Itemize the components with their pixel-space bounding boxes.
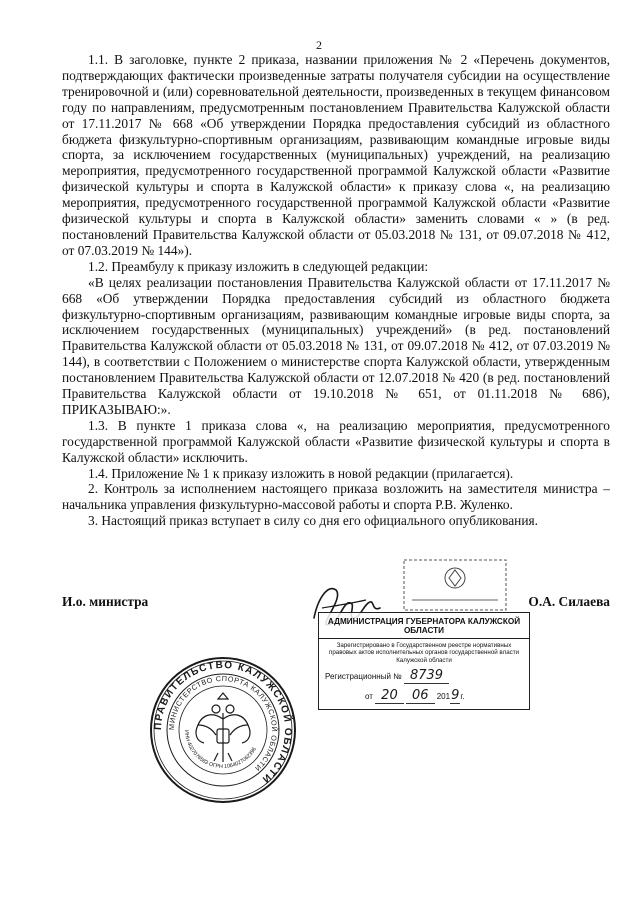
eagle-emblem-icon — [196, 693, 250, 762]
registry-number-label: Регистрационный № — [325, 672, 402, 682]
paragraph-2: 2. Контроль за исполнением настоящего приказа возложить на заместителя министра – начальника управления физкультурно-массовой работы и спорта Р.В. Жуленко. — [62, 481, 610, 513]
registry-date-month: 06 — [406, 688, 435, 704]
registry-date-line — [319, 686, 529, 706]
paragraph-1-2: 1.2. Преамбулу к приказу изложить в следующей редакции: — [88, 258, 429, 274]
paragraph-1-4: 1.4. Приложение № 1 к приказу изложить в новой редакции (прилагается). — [88, 465, 514, 481]
registry-heading: АДМИНИСТРАЦИЯ ГУБЕРНАТОРА КАЛУЖСКОЙ ОБЛАСТИ — [319, 613, 529, 639]
official-round-seal — [148, 655, 298, 805]
registry-date-day: 20 — [375, 688, 404, 704]
svg-text:ИНН 4027076583 ОГРН 1064027062 — [183, 730, 258, 770]
document-body — [62, 52, 610, 529]
seal-inner-text: МИНИСТЕРСТВО СПОРТА КАЛУЖСКОЙ ОБЛАСТИ — [166, 673, 280, 774]
registry-note: Зарегистрировано в Государственном реестре нормативных правовых актов исполнительных органов государственной власти Калужской области — [328, 642, 520, 664]
registry-stamp — [318, 612, 530, 710]
registry-year-suffix: 9 — [451, 688, 460, 704]
registry-number-line — [319, 666, 529, 686]
seal-codes: ИНН 4027076583 ОГРН 1064027062396 — [182, 729, 258, 771]
paragraph-3: 3. Настоящий приказ вступает в силу со дня его официального опубликования. — [88, 513, 538, 529]
paragraph-preamble: «В целях реализации постановления Правительства Калужской области от 17.11.2017 № 668 «Об утверждении Порядка предоставления субсидий из областного бюджета физкультурно-спортивным организациям, развивающим командные игровые виды спорта, за исключением государственных (муниципальных) учреждений» (в ред. постановлений Правительства Калужской области от 05.03.2018 № 131, от 09.07.2018 № 412, от 07.03.2019 № 144), в соответствии с Положением о министерстве спорта Калужской области, утвержденным постановлением Правительства Калужской области от 12.07.2018 № 420 (в ред. постановлений Правительства Калужской области от 19.10.2018 № 651, от 01.11.2018 № 686), ПРИКАЗЫВАЮ:». — [62, 274, 610, 417]
registry-year-prefix: 201 — [436, 692, 451, 702]
paragraph-1-3: 1.3. В пункте 1 приказа слова «, на реализацию мероприятия, предусмотренного государственной программой Калужской области «Развитие физической культуры и спорта в Калужской области» исключить. — [62, 417, 610, 465]
paragraph-1-1: 1.1. В заголовке, пункте 2 приказа, названии приложения № 2 «Перечень документов, подтверждающих фактически произведенные затраты получателя субсидии на осуществление тренировочной и (или) соревновательной деятельности, произведенных в текущем финансовом году по направлениям, предусмотренным постановлением Правительства Калужской области от 17.11.2017 № 668 «Об утверждении Порядка предоставления субсидий из областного бюджета физкультурно-спортивным организациям, развивающим командные игровые виды спорта, за исключением государственных (муниципальных) учреждений, на реализацию мероприятия, предусмотренного государственной программой Калужской области «Развитие физической культуры и спорта в Калужской области» к приказу слова «, на реализацию мероприятия, предусмотренного государственной программой Калужской области «Развитие физической культуры и спорта в Калужской области» заменить словами « » (в ред. постановлений Правительства Калужской области от 05.03.2018 № 131, от 09.07.2018 № 412, от 07.03.2019 № 144»). — [62, 52, 610, 258]
registry-year-end: г. — [460, 692, 465, 702]
registry-number: 8739 — [404, 668, 449, 684]
seal-outer-text: ПРАВИТЕЛЬСТВО КАЛУЖСКОЙ ОБЛАСТИ — [152, 659, 294, 786]
signer-name: О.А. Силаева — [528, 594, 610, 609]
signer-position: И.о. министра — [62, 594, 149, 609]
registry-date-prefix: от — [365, 692, 373, 702]
page-number: 2 — [316, 38, 322, 52]
